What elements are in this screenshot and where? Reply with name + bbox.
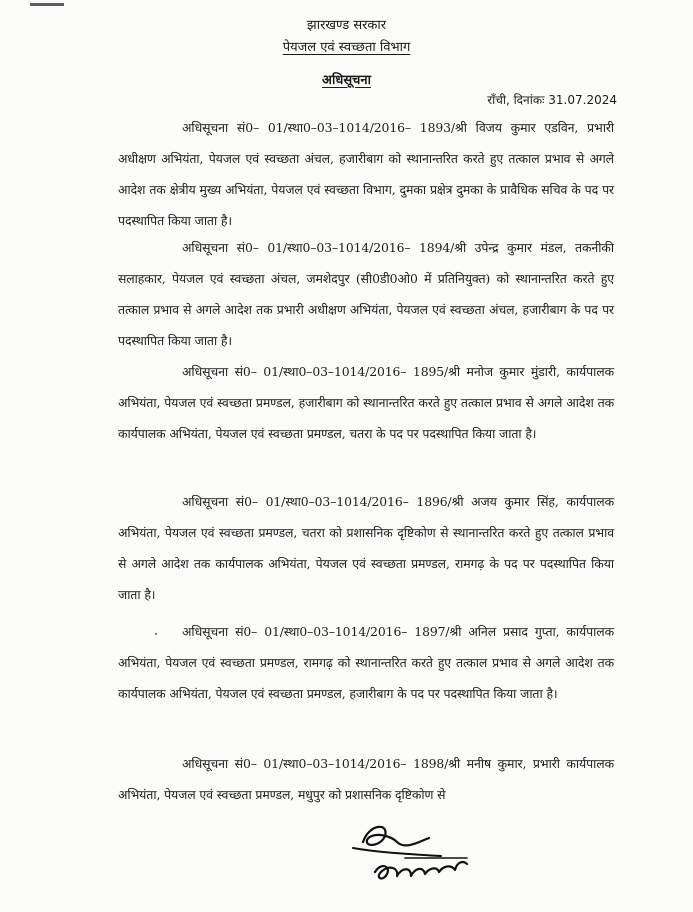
notification-paragraph-1: अधिसूचना सं0– 01/स्था0–03–1014/2016– 1893/श्री विजय कुमार एडविन, प्रभारी अधीक्षण अभियंता, पेयजल एवं स्वच्छता अंचल, हजारीबाग को स्थानान्तरित करते हुए तत्काल प्रभाव से अगले आदेश तक क्षेत्रीय मुख्य अभियंता, पेयजल एवं स्वच्छता विभाग, दुमका प्रक्षेत्र दुमका के प्रावैधिक सचिव के पद पर पदस्थापित किया जाता है।: [118, 120, 614, 228]
scan-mark: [30, 3, 64, 6]
place-date: राँची, दिनांकः 31.07.2024: [487, 93, 617, 107]
notification-paragraph-4: अधिसूचना सं0– 01/स्था0–03–1014/2016– 1896/श्री अजय कुमार सिंह, कार्यपालक अभियंता, पेयजल एवं स्वच्छता प्रमण्डल, चतरा को प्रशासनिक दृष्टिकोण से स्थानान्तरित करते हुए तत्काल प्रभाव से अगले आदेश तक कार्यपालक अभियंता, पेयजल एवं स्वच्छता प्रमण्डल, रामगढ़ के पद पर पदस्थापित किया जाता है।: [118, 494, 614, 602]
department-name: पेयजल एवं स्वच्छता विभाग: [282, 40, 411, 55]
government-name: झारखण्ड सरकार: [306, 18, 387, 33]
notification-paragraph-6: अधिसूचना सं0– 01/स्था0–03–1014/2016– 1898/श्री मनीष कुमार, प्रभारी कार्यपालक अभियंता, पेयजल एवं स्वच्छता प्रमण्डल, मधुपुर को प्रशासनिक दृष्टिकोण से: [118, 756, 614, 802]
notification-paragraph-3: अधिसूचना सं0– 01/स्था0–03–1014/2016– 1895/श्री मनोज कुमार मुंडारी, कार्यपालक अभियंता, पेयजल एवं स्वच्छता प्रमण्डल, हजारीबाग को स्थानान्तरित करते हुए तत्काल प्रभाव से अगले आदेश तक कार्यपालक अभियंता, पेयजल एवं स्वच्छता प्रमण्डल, चतरा के पद पर पदस्थापित किया जाता है।: [118, 364, 614, 441]
letterhead: [0, 17, 693, 57]
notification-paragraph-2: अधिसूचना सं0– 01/स्था0–03–1014/2016– 1894/श्री उपेन्द्र कुमार मंडल, तकनीकी सलाहकार, पेयजल एवं स्वच्छता अंचल, जमशेदपुर (सी0डी0ओ0 में प्रतिनियुक्त) को स्थानान्तरित करते हुए तत्काल प्रभाव से अगले आदेश तक प्रभारी अधीक्षण अभियंता, पेयजल एवं स्वच्छता अंचल, हजारीबाग के पद पर पदस्थापित किया जाता है।: [118, 240, 614, 348]
handwritten-signature: [345, 812, 475, 890]
document-title: अधिसूचना: [322, 73, 371, 88]
notification-paragraph-5: अधिसूचना सं0– 01/स्था0–03–1014/2016– 1897/श्री अनिल प्रसाद गुप्ता, कार्यपालक अभियंता, पेयजल एवं स्वच्छता प्रमण्डल, रामगढ़ को स्थानान्तरित करते हुए तत्काल प्रभाव से अगले आदेश तक कार्यपालक अभियंता, पेयजल एवं स्वच्छता प्रमण्डल, हजारीबाग के पद पर पदस्थापित किया जाता है।: [118, 624, 614, 701]
